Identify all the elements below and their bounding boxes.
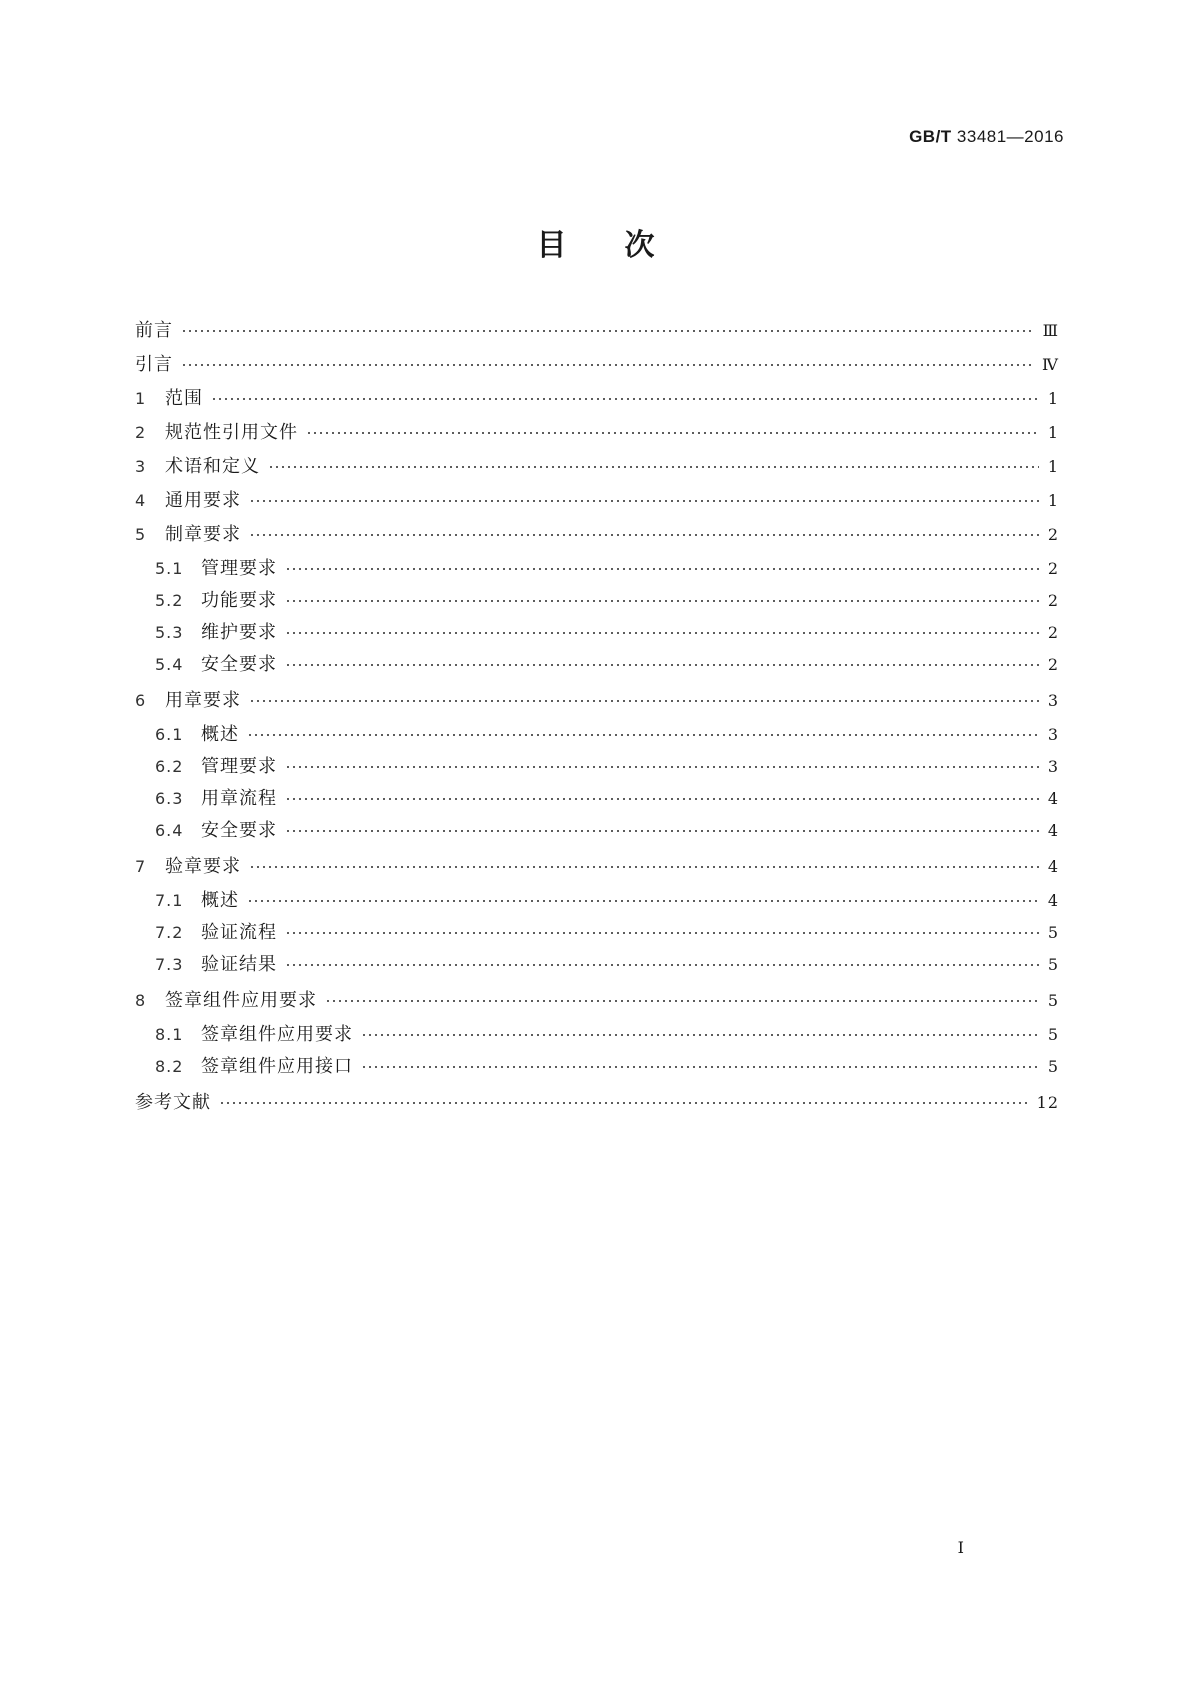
toc-subentry[interactable] — [135, 1056, 1059, 1078]
dot-leader — [211, 398, 1039, 400]
toc-entry-number: 5 — [135, 525, 147, 544]
toc-entry-page: 1 — [1047, 423, 1059, 442]
dot-leader — [249, 534, 1039, 536]
toc-entry-page: 3 — [1047, 691, 1059, 710]
dot-leader — [285, 600, 1039, 602]
toc-entry-page: 4 — [1047, 891, 1059, 910]
table-of-contents — [135, 320, 1059, 1114]
toc-entry-number: 7.3 — [155, 955, 184, 974]
toc-entry-number: 7.1 — [155, 891, 184, 910]
toc-entry-page: Ⅲ — [1042, 321, 1059, 340]
toc-entry-page: 5 — [1047, 955, 1059, 974]
toc-entry[interactable] — [135, 524, 1059, 546]
toc-entry-number: 1 — [135, 389, 147, 408]
dot-leader — [285, 664, 1039, 666]
toc-entry-label: 验证结果 — [201, 954, 277, 975]
toc-entry[interactable] — [135, 990, 1059, 1012]
toc-entry-label: 术语和定义 — [165, 456, 260, 477]
dot-leader — [181, 330, 1035, 332]
toc-subentry[interactable] — [135, 788, 1059, 810]
toc-entry-number: 8.2 — [155, 1057, 184, 1076]
dot-leader — [361, 1034, 1039, 1036]
toc-entry-page: 5 — [1047, 1057, 1059, 1076]
toc-entry-label: 签章组件应用要求 — [165, 990, 317, 1011]
toc-entry-number: 6.2 — [155, 757, 184, 776]
toc-entry-label: 验章要求 — [165, 856, 241, 877]
dot-leader — [285, 932, 1039, 934]
standard-code — [909, 127, 1064, 147]
toc-subentry[interactable] — [135, 1024, 1059, 1046]
dot-leader — [219, 1102, 1029, 1104]
toc-entry[interactable] — [135, 690, 1059, 712]
toc-entry-label: 维护要求 — [201, 622, 277, 643]
toc-entry-number: 3 — [135, 457, 147, 476]
toc-subentry[interactable] — [135, 890, 1059, 912]
toc-entry[interactable] — [135, 354, 1059, 376]
toc-entry-page: 1 — [1047, 457, 1059, 476]
toc-entry-number: 8 — [135, 991, 147, 1010]
toc-entry-number: 4 — [135, 491, 147, 510]
toc-entry-label: 签章组件应用要求 — [201, 1024, 353, 1045]
dot-leader — [249, 866, 1039, 868]
toc-entry-page: 2 — [1047, 591, 1059, 610]
dot-leader — [285, 568, 1039, 570]
toc-entry-label: 管理要求 — [201, 558, 277, 579]
toc-entry-page: 4 — [1047, 857, 1059, 876]
toc-entry-label: 概述 — [201, 890, 239, 911]
toc-entry-label: 安全要求 — [201, 654, 277, 675]
dot-leader — [249, 500, 1039, 502]
dot-leader — [268, 466, 1039, 468]
toc-entry-number: 6.1 — [155, 725, 184, 744]
toc-entry-number: 6.4 — [155, 821, 184, 840]
dot-leader — [249, 700, 1039, 702]
toc-entry[interactable] — [135, 456, 1059, 478]
toc-entry-number: 7.2 — [155, 923, 184, 942]
toc-entry-label: 概述 — [201, 724, 239, 745]
dot-leader — [247, 734, 1039, 736]
toc-entry-label: 范围 — [165, 388, 203, 409]
toc-entry-page: 12 — [1036, 1093, 1059, 1112]
toc-entry-label: 验证流程 — [201, 922, 277, 943]
toc-entry-label: 制章要求 — [165, 524, 241, 545]
toc-entry-number: 5.2 — [155, 591, 184, 610]
toc-subentry[interactable] — [135, 590, 1059, 612]
dot-leader — [285, 798, 1039, 800]
toc-entry-label: 签章组件应用接口 — [201, 1056, 353, 1077]
dot-leader — [181, 364, 1034, 366]
toc-entry-page: 4 — [1047, 789, 1059, 808]
toc-entry-number: 8.1 — [155, 1025, 184, 1044]
toc-entry[interactable] — [135, 856, 1059, 878]
toc-entry-number: 5.4 — [155, 655, 184, 674]
toc-subentry[interactable] — [135, 558, 1059, 580]
toc-entry-label: 功能要求 — [201, 590, 277, 611]
toc-subentry[interactable] — [135, 954, 1059, 976]
toc-entry-label: 规范性引用文件 — [165, 422, 298, 443]
toc-entry[interactable] — [135, 388, 1059, 410]
dot-leader — [247, 900, 1039, 902]
toc-entry-page: 2 — [1047, 525, 1059, 544]
toc-entry-number: 6 — [135, 691, 147, 710]
toc-subentry[interactable] — [135, 724, 1059, 746]
toc-entry-page: 2 — [1047, 655, 1059, 674]
toc-entry-label: 前言 — [135, 320, 173, 341]
toc-subentry[interactable] — [135, 756, 1059, 778]
toc-entry-page: 1 — [1047, 491, 1059, 510]
toc-entry[interactable] — [135, 422, 1059, 444]
toc-entry-page: 5 — [1047, 923, 1059, 942]
toc-subentry[interactable] — [135, 922, 1059, 944]
dot-leader — [325, 1000, 1039, 1002]
toc-entry-number: 7 — [135, 857, 147, 876]
toc-entry-number: 5.1 — [155, 559, 184, 578]
toc-subentry[interactable] — [135, 622, 1059, 644]
standard-number: 33481—2016 — [956, 127, 1064, 146]
toc-entry-number: 2 — [135, 423, 147, 442]
toc-entry-number: 5.3 — [155, 623, 184, 642]
toc-entry-label: 用章要求 — [165, 690, 241, 711]
standard-prefix: GB/T — [909, 127, 952, 146]
toc-entry-page: 5 — [1047, 1025, 1059, 1044]
toc-entry-number: 6.3 — [155, 789, 184, 808]
toc-entry-label: 用章流程 — [201, 788, 277, 809]
toc-entry-page: 4 — [1047, 821, 1059, 840]
page-title: 目次 — [536, 228, 713, 263]
toc-entry-page: 5 — [1047, 991, 1059, 1010]
toc-entry-label: 引言 — [135, 354, 173, 375]
toc-entry-label: 通用要求 — [165, 490, 241, 511]
toc-entry-page: 3 — [1047, 757, 1059, 776]
page-number: I — [957, 1538, 964, 1557]
dot-leader — [306, 432, 1039, 434]
dot-leader — [285, 830, 1039, 832]
toc-entry-page: 3 — [1047, 725, 1059, 744]
toc-entry-label: 管理要求 — [201, 756, 277, 777]
dot-leader — [285, 766, 1039, 768]
toc-subentry[interactable] — [135, 654, 1059, 676]
toc-entry[interactable] — [135, 1092, 1059, 1114]
toc-entry[interactable] — [135, 320, 1059, 342]
toc-entry[interactable] — [135, 490, 1059, 512]
dot-leader — [285, 964, 1039, 966]
toc-entry-label: 安全要求 — [201, 820, 277, 841]
toc-entry-label: 参考文献 — [135, 1092, 211, 1113]
dot-leader — [285, 632, 1039, 634]
dot-leader — [361, 1066, 1039, 1068]
toc-entry-page: 2 — [1047, 623, 1059, 642]
toc-subentry[interactable] — [135, 820, 1059, 842]
toc-entry-page: Ⅳ — [1042, 355, 1059, 374]
toc-entry-page: 1 — [1047, 389, 1059, 408]
toc-entry-page: 2 — [1047, 559, 1059, 578]
